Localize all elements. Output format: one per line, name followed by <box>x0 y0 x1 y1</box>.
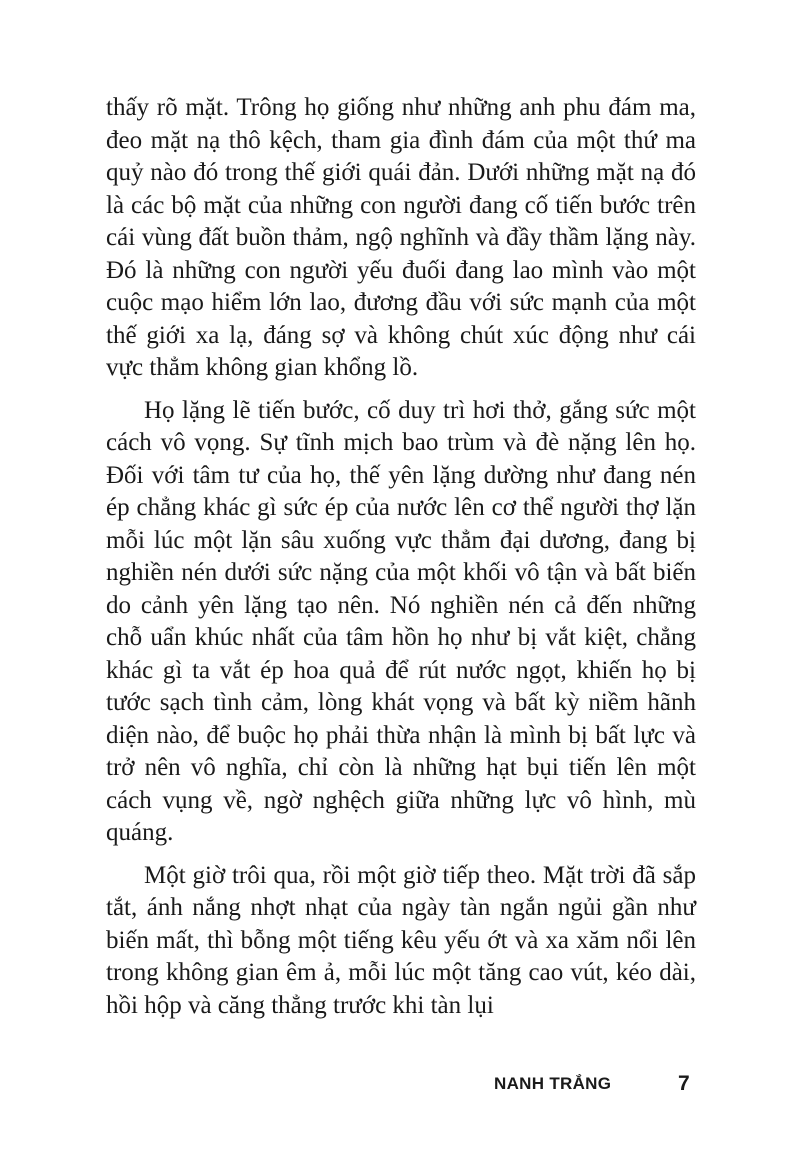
running-title: NANH TRẮNG <box>494 1074 612 1093</box>
page-body <box>106 92 696 1022</box>
paragraph-3: Một giờ trôi qua, rồi một giờ tiếp theo. Mặt trời đã sắp tắt, ánh nắng nhợt nhạt của ngày tàn ngắn ngủi gần như biến mất, thì bỗng một tiếng kêu yếu ớt và xa xăm nổi lên trong không gian êm ả, mỗi lúc một tăng cao vút, kéo dài, hồi hộp và căng thẳng trước khi tàn lụi <box>106 861 696 1019</box>
paragraph-2: Họ lặng lẽ tiến bước, cố duy trì hơi thở, gắng sức một cách vô vọng. Sự tĩnh mịch bao trùm và đè nặng lên họ. Đối với tâm tư của họ, thế yên lặng dường như đang nén ép chẳng khác gì sức ép của nước lên cơ thể người thợ lặn mỗi lúc một lặn sâu xuống vực thẳm đại dương, đang bị nghiền nén dưới sức nặng của một khối vô tận và bất biến do cảnh yên lặng tạo nên. Nó nghiền nén cả đến những chỗ uẩn khúc nhất của tâm hồn họ như bị vắt kiệt, chẳng khác gì ta vắt ép hoa quả để rút nước ngọt, khiến họ bị tước sạch tình cảm, lòng khát vọng và bất kỳ niềm hãnh diện nào, để buộc họ phải thừa nhận là mình bị bất lực và trở nên vô nghĩa, chỉ còn là những hạt bụi tiến lên một cách vụng về, ngờ nghệch giữa những lực vô hình, mù quáng. <box>106 396 696 846</box>
page-footer <box>0 1074 800 1104</box>
page-number: 7 <box>678 1072 690 1095</box>
paragraph-1: thấy rõ mặt. Trông họ giống như những anh phu đám ma, đeo mặt nạ thô kệch, tham gia đình đám của một thứ ma quỷ nào đó trong thế giới quái đản. Dưới những mặt nạ đó là các bộ mặt của những con người đang cố tiến bước trên cái vùng đất buồn thảm, ngộ nghĩnh và đầy thầm lặng này. Đó là những con người yếu đuối đang lao mình vào một cuộc mạo hiểm lớn lao, đương đầu với sức mạnh của một thế giới xa lạ, đáng sợ và không chút xúc động như cái vực thẳm không gian khổng lồ. <box>106 94 696 381</box>
